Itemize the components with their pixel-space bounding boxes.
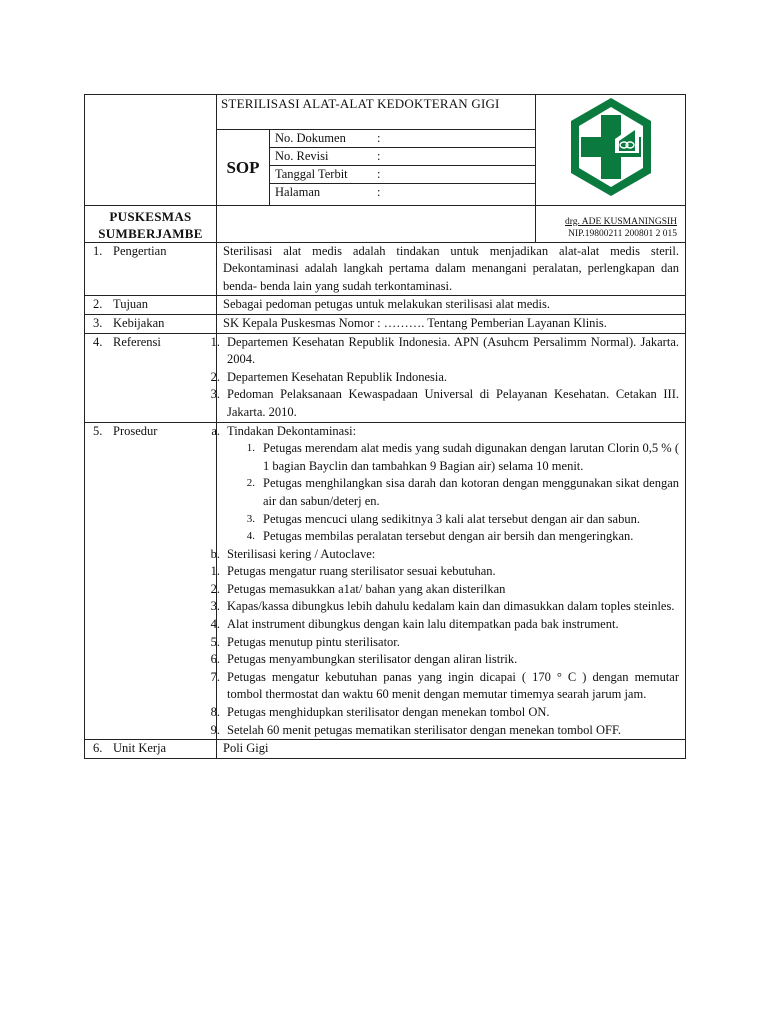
meta-row <box>270 148 535 166</box>
section-content-pengertian: Sterilisasi alat medis adalah tindakan untuk menjadikan alat-alat medis steril. Dekontaminasi adalah langkah pertama dalam menangani peralatan, perlengkapan dan benda- benda lain yang sudah terkontaminasi. <box>217 242 686 296</box>
procedure-step <box>203 563 679 581</box>
document-meta <box>270 130 536 206</box>
reference-marker: 2. <box>210 369 220 384</box>
procedure-step <box>227 511 679 529</box>
section-content-prosedur <box>210 422 686 740</box>
step-text: Petugas menutup pintu sterilisator. <box>227 634 400 649</box>
reference-item <box>203 386 679 421</box>
procedure-step <box>227 475 679 510</box>
sop-title: STERILISASI ALAT-ALAT KEDOKTERAN GIGI <box>217 95 536 130</box>
reference-text: Departemen Kesehatan Republik Indonesia. APN (Asuhcm Persalimm Normal). Jakarta. 2004. <box>227 334 679 367</box>
procedure-step <box>203 722 679 740</box>
organization-name <box>85 205 217 242</box>
step-text: Petugas merendam alat medis yang sudah digunakan dengan larutan Clorin 0,5 % ( 1 bagian Bayclin dan tambahkan 9 Bagian air) selama 10 menit. <box>263 441 679 473</box>
sop-label: SOP <box>217 130 270 206</box>
reference-text: Pedoman Pelaksanaan Kewaspadaan Universal di Pelayanan Kesehatan. Cetakan III. Jakarta. 2010. <box>227 387 679 419</box>
signer-name: drg. ADE KUSMANINGSIH <box>565 216 677 227</box>
step-text: Petugas menyambungkan sterilisator dengan aliran listrik. <box>227 652 518 667</box>
section-number: 5. <box>93 423 103 438</box>
section-title: Prosedur <box>113 423 158 438</box>
section-content-tujuan: Sebagai pedoman petugas untuk melakukan sterilisasi alat medis. <box>217 296 686 315</box>
step-marker: 1. <box>246 442 255 455</box>
step-marker: 4. <box>246 530 255 543</box>
step-marker: 4. <box>210 617 220 632</box>
section-content-unit-kerja: Poli Gigi <box>217 740 686 759</box>
meta-label: No. Dokumen <box>270 130 372 148</box>
section-label-pengertian <box>85 242 217 296</box>
procedure-step <box>203 598 679 616</box>
sop-table <box>84 94 686 759</box>
step-text: Petugas menghilangkan sisa darah dan kotoran dengan menggunakan sikat dengan air dan sabun/deterj en. <box>263 476 679 508</box>
organization-line1: PUSKESMAS <box>109 208 192 224</box>
step-marker: 9. <box>210 722 220 737</box>
step-marker: 8. <box>210 705 220 720</box>
reference-marker: 1. <box>210 334 220 349</box>
reference-text: Departemen Kesehatan Republik Indonesia. <box>227 369 448 384</box>
step-text: Setelah 60 menit petugas mematikan sterilisator dengan menekan tombol OFF. <box>227 722 622 737</box>
signature-block <box>536 205 686 242</box>
step-text: Petugas menghidupkan sterilisator dengan menekan tombol ON. <box>227 705 550 720</box>
meta-label: No. Revisi <box>270 148 372 166</box>
section-title: Pengertian <box>113 243 167 258</box>
reference-marker: 3. <box>210 387 220 402</box>
procedure-step <box>227 528 679 546</box>
step-marker: 6. <box>210 652 220 667</box>
procedure-group-a <box>203 423 679 441</box>
section-number: 1. <box>93 243 103 258</box>
step-text: Petugas membilas peralatan tersebut dengan air bersih dan mengeringkan. <box>263 529 634 544</box>
step-marker: 7. <box>210 669 220 684</box>
section-number: 2. <box>93 297 103 312</box>
section-title: Unit Kerja <box>113 741 167 756</box>
step-text: Petugas mengatur kebutuhan panas yang ingin dicapai ( 170 ° C ) dengan memutar tombol thermostat dan waktu 60 menit dengan memutar timemya searah jarum jam. <box>227 669 679 702</box>
meta-row <box>270 130 535 148</box>
procedure-step <box>203 651 679 669</box>
step-text: Petugas memasukkan a1at/ bahan yang akan disterilkan <box>227 581 506 596</box>
meta-sep: : <box>377 185 381 199</box>
organization-line2: SUMBERJAMBE <box>98 225 203 241</box>
section-number: 4. <box>93 334 103 349</box>
section-content-referensi <box>210 333 686 422</box>
puskesmas-cross-logo-icon <box>565 95 657 199</box>
section-content-kebijakan: SK Kepala Puskesmas Nomor : ………. Tentang Pemberian Layanan Klinis. <box>217 314 686 333</box>
procedure-group-b <box>203 546 679 564</box>
step-marker: 3. <box>210 599 220 614</box>
section-label-unit-kerja <box>85 740 217 759</box>
procedure-step <box>203 634 679 652</box>
procedure-step <box>203 616 679 634</box>
section-label-prosedur <box>85 422 217 740</box>
logo-cell <box>536 95 686 206</box>
procedure-marker: b. <box>210 546 220 561</box>
section-label-kebijakan <box>85 314 217 333</box>
header-empty-cell <box>217 205 536 242</box>
step-marker: 3. <box>246 512 255 525</box>
procedure-step <box>203 581 679 599</box>
meta-label: Halaman <box>275 185 321 199</box>
procedure-step <box>203 669 679 704</box>
section-title: Kebijakan <box>113 315 165 330</box>
step-text: Kapas/kassa dibungkus lebih dahulu kedalam kain dan dimasukkan dalam toples steinles. <box>227 599 675 614</box>
section-title: Referensi <box>113 334 161 349</box>
section-number: 6. <box>93 741 103 756</box>
meta-row <box>270 166 535 184</box>
section-label-tujuan <box>85 296 217 315</box>
section-title: Tujuan <box>113 297 148 312</box>
meta-sep: : <box>372 148 535 166</box>
document-meta-table <box>270 130 535 201</box>
step-text: Petugas mencuci ulang sedikitnya 3 kali alat tersebut dengan air dan sabun. <box>263 511 640 526</box>
procedure-step <box>227 440 679 475</box>
procedure-group-title: Tindakan Dekontaminasi: <box>227 423 357 438</box>
step-marker: 1. <box>210 564 220 579</box>
step-marker: 2. <box>210 581 220 596</box>
section-label-referensi <box>85 333 217 422</box>
reference-item <box>203 369 679 387</box>
sop-document <box>84 94 685 759</box>
step-text: Alat instrument dibungkus dengan kain lalu ditempatkan pada bak instrument. <box>227 617 619 632</box>
signer-nip: NIP.19800211 200801 2 015 <box>568 228 677 239</box>
step-marker: 5. <box>210 634 220 649</box>
step-marker: 2. <box>246 477 255 490</box>
section-number: 3. <box>93 315 103 330</box>
meta-label: Tanggal Terbit <box>270 166 372 184</box>
meta-row <box>270 184 535 202</box>
header-blank-cell <box>85 95 217 206</box>
meta-sep: : <box>372 166 535 184</box>
procedure-marker: a. <box>211 423 220 438</box>
procedure-group-title: Sterilisasi kering / Autoclave: <box>227 546 376 561</box>
reference-item <box>203 334 679 369</box>
procedure-step <box>203 704 679 722</box>
step-text: Petugas mengatur ruang sterilisator sesuai kebutuhan. <box>227 564 496 579</box>
meta-sep: : <box>372 130 535 148</box>
